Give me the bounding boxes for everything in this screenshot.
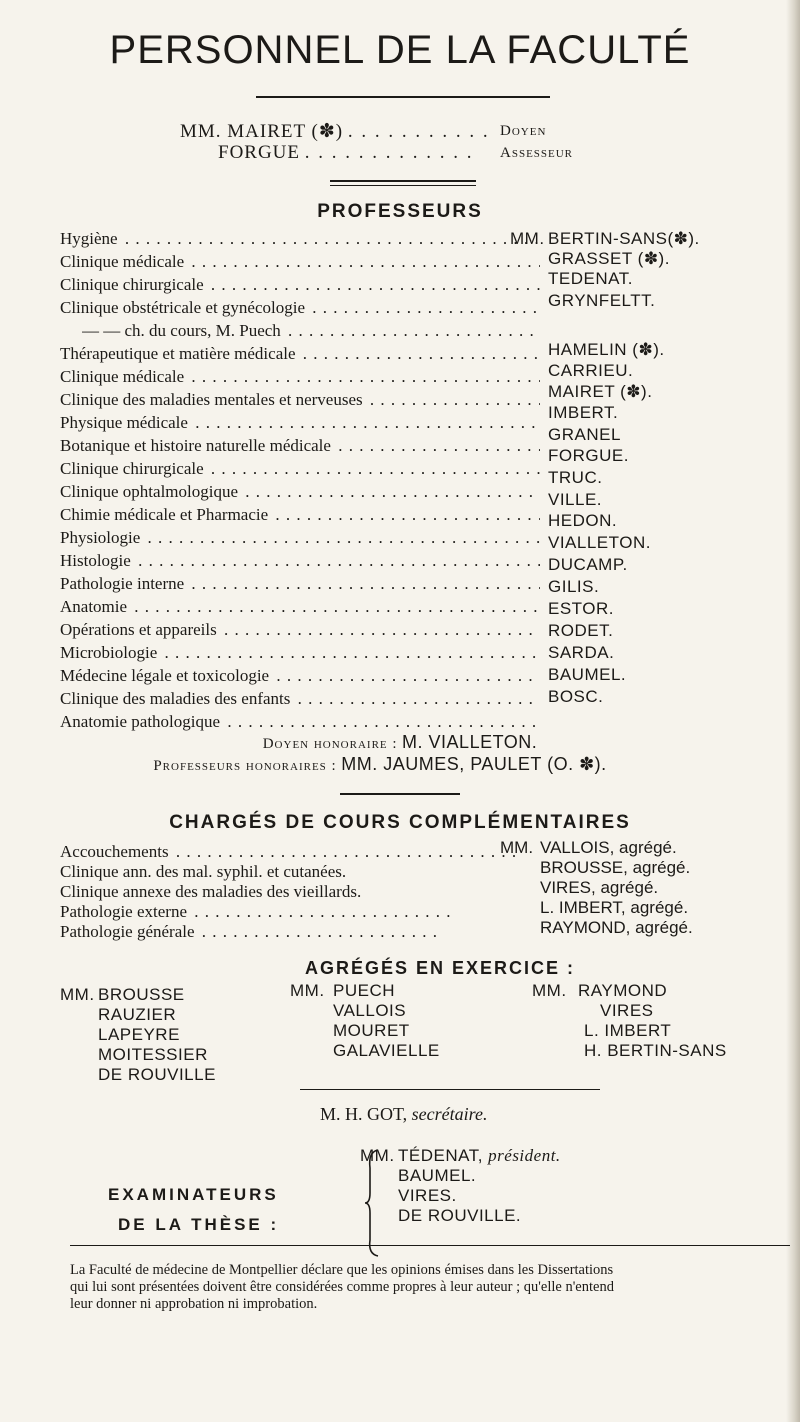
chair-professor: GRANEL: [548, 425, 621, 444]
charge-row: Pathologie externe . . .: [60, 902, 450, 922]
chair-professor: GRYNFELTT.: [548, 291, 656, 310]
examiner-name: VIRES.: [398, 1186, 457, 1205]
secretary-name: M. H. GOT,: [320, 1104, 408, 1124]
chair-row: Médecine légale et toxicologie . . .: [60, 665, 540, 687]
chair-row: Clinique ophtalmologique . . .: [60, 481, 540, 503]
chair-row: — — ch. du cours, M. Puech . . .: [82, 320, 540, 342]
chair-row: Anatomie . . .: [60, 596, 540, 618]
chair-row: Histologie . . .: [60, 550, 540, 572]
agreges-prefix: MM.: [60, 985, 95, 1004]
chair-row: Thérapeutique et matière médicale . . .: [60, 343, 540, 365]
divider-rule: [300, 1089, 600, 1090]
chair-row: Microbiologie . . .: [60, 642, 540, 664]
divider-rule: [340, 793, 460, 795]
chair-row: Opérations et appareils . . .: [60, 619, 540, 641]
footer-rule: [70, 1245, 790, 1246]
charge-lecturer: VALLOIS, agrégé.: [540, 838, 677, 857]
chair-professor: ESTOR.: [548, 599, 614, 618]
charge-lecturer: RAYMOND, agrégé.: [540, 918, 693, 937]
chair-row: Physique médicale . . .: [60, 412, 540, 434]
charge-row: Accouchements . . .: [60, 842, 520, 862]
examiner-president: TÉDENAT, président.: [398, 1146, 561, 1165]
charges-prefix: MM.: [500, 838, 534, 857]
charge-row: Clinique ann. des mal. syphil. et cutanées.: [60, 862, 347, 881]
chair-professor: GRASSET (✽).: [548, 249, 670, 268]
chair-row: Clinique médicale . . .: [60, 251, 540, 273]
agrege-name: GALAVIELLE: [333, 1041, 440, 1060]
divider-rule-2: [330, 185, 476, 186]
chair-professor: SARDA.: [548, 643, 615, 662]
chair-professor: HEDON.: [548, 511, 618, 530]
agrege-name: LAPEYRE: [98, 1025, 180, 1044]
chair-row: Clinique médicale . . .: [60, 366, 540, 388]
dean-role: Doyen: [500, 123, 547, 139]
chair-professor: MAIRET (✽).: [548, 382, 653, 401]
assessor-name: FORGUE: [218, 142, 301, 163]
examiners-heading-2: DE LA THÈSE :: [118, 1215, 280, 1234]
professors-heading: PROFESSEURS: [317, 201, 483, 222]
chair-row: Clinique chirurgicale . . .: [60, 458, 540, 480]
honorary-dean: Doyen honoraire : M. VIALLETON.: [262, 732, 538, 752]
agrege-name: H. BERTIN-SANS: [584, 1041, 727, 1060]
chair-row: Botanique et histoire naturelle médicale . . .: [60, 435, 540, 457]
charge-row: Clinique annexe des maladies des vieillards.: [60, 882, 362, 901]
chair-row: Clinique des maladies mentales et nerveuses . . .: [60, 389, 540, 411]
footnote-line: La Faculté de médecine de Montpellier déclare que les opinions émises dans les Dissertations: [70, 1262, 614, 1278]
agrege-name: PUECH: [333, 981, 396, 1000]
agrege-name: VALLOIS: [333, 1001, 407, 1020]
secretary-role: secrétaire.: [411, 1104, 488, 1124]
professors-prefix: MM.: [510, 229, 545, 248]
chair-row: Clinique des maladies des enfants . . .: [60, 688, 540, 710]
examiner-name: BAUMEL.: [398, 1166, 477, 1185]
assessor-row: FORGUE . . . . . . . . . . . . .: [218, 142, 474, 163]
chair-professor: RODET.: [548, 621, 614, 640]
agrege-name: VIRES: [600, 1001, 654, 1020]
charge-row: Pathologie générale . . .: [60, 922, 440, 942]
chair-row: Chimie médicale et Pharmacie . . .: [60, 504, 540, 526]
examiners-prefix: MM.: [360, 1146, 395, 1165]
chair-row: Clinique obstétricale et gynécologie . . .: [60, 297, 540, 319]
agrege-name: DE ROUVILLE: [98, 1065, 216, 1084]
chair-professor: BAUMEL.: [548, 665, 627, 684]
chair-professor: BOSC.: [548, 687, 604, 706]
agrege-name: MOITESSIER: [98, 1045, 208, 1064]
agreges-heading: AGRÉGÉS EN EXERCICE :: [304, 958, 576, 978]
dean-name: MM. MAIRET (✽): [180, 121, 344, 142]
divider-rule: [330, 180, 476, 182]
footnote-line: qui lui sont présentées doivent être considérées comme propres à leur auteur ; qu'elle n'entend: [70, 1279, 614, 1295]
chair-professor: TRUC.: [548, 468, 603, 487]
agrege-name: MOURET: [333, 1021, 410, 1040]
agrege-name: L. IMBERT: [584, 1021, 672, 1040]
chair-professor: DUCAMP.: [548, 555, 628, 574]
charge-lecturer: BROUSSE, agrégé.: [540, 858, 691, 877]
agrege-name: BROUSSE: [98, 985, 185, 1004]
chair-professor: FORGUE.: [548, 446, 629, 465]
agreges-prefix: MM.: [532, 981, 567, 1000]
chair-professor: GILIS.: [548, 577, 600, 596]
examiner-name: DE ROUVILLE.: [398, 1206, 522, 1225]
chair-row: Clinique chirurgicale . . .: [60, 274, 540, 296]
agreges-prefix: MM.: [290, 981, 325, 1000]
charge-lecturer: L. IMBERT, agrégé.: [540, 898, 689, 917]
chair-row: Hygiène . . .: [60, 228, 540, 250]
chair-row: Pathologie interne . . .: [60, 573, 540, 595]
chair-row: Physiologie . . .: [60, 527, 540, 549]
charge-lecturer: VIRES, agrégé.: [540, 878, 659, 897]
assessor-role: Assesseur: [500, 145, 574, 161]
chair-professor: CARRIEU.: [548, 361, 634, 380]
charges-heading: CHARGÉS DE COURS COMPLÉMENTAIRES: [169, 812, 631, 833]
secretary: [320, 1104, 487, 1125]
chair-professor: HAMELIN (✽).: [548, 340, 665, 359]
chair-professor: VILLE.: [548, 490, 603, 509]
dean-row: MM. MAIRET (✽) . . . . . . . . . . .: [180, 121, 490, 142]
footnote-line: leur donner ni approbation ni improbation.: [70, 1296, 318, 1312]
chair-professor: IMBERT.: [548, 403, 619, 422]
chair-professor: BERTIN-SANS(✽).: [548, 229, 700, 248]
agrege-name: RAYMOND: [578, 981, 668, 1000]
examiners-heading-1: EXAMINATEURS: [108, 1185, 279, 1204]
chair-professor: VIALLETON.: [548, 533, 651, 552]
title-rule: [256, 96, 550, 98]
honorary-professors: Professeurs honoraires : MM. JAUMES, PAULET (O. ✽).: [153, 754, 607, 774]
page-title: PERSONNEL DE LA FACULTÉ: [109, 28, 691, 72]
chair-professor: TEDENAT.: [548, 269, 633, 288]
agrege-name: RAUZIER: [98, 1005, 177, 1024]
chair-row: Anatomie pathologique . . .: [60, 711, 540, 733]
